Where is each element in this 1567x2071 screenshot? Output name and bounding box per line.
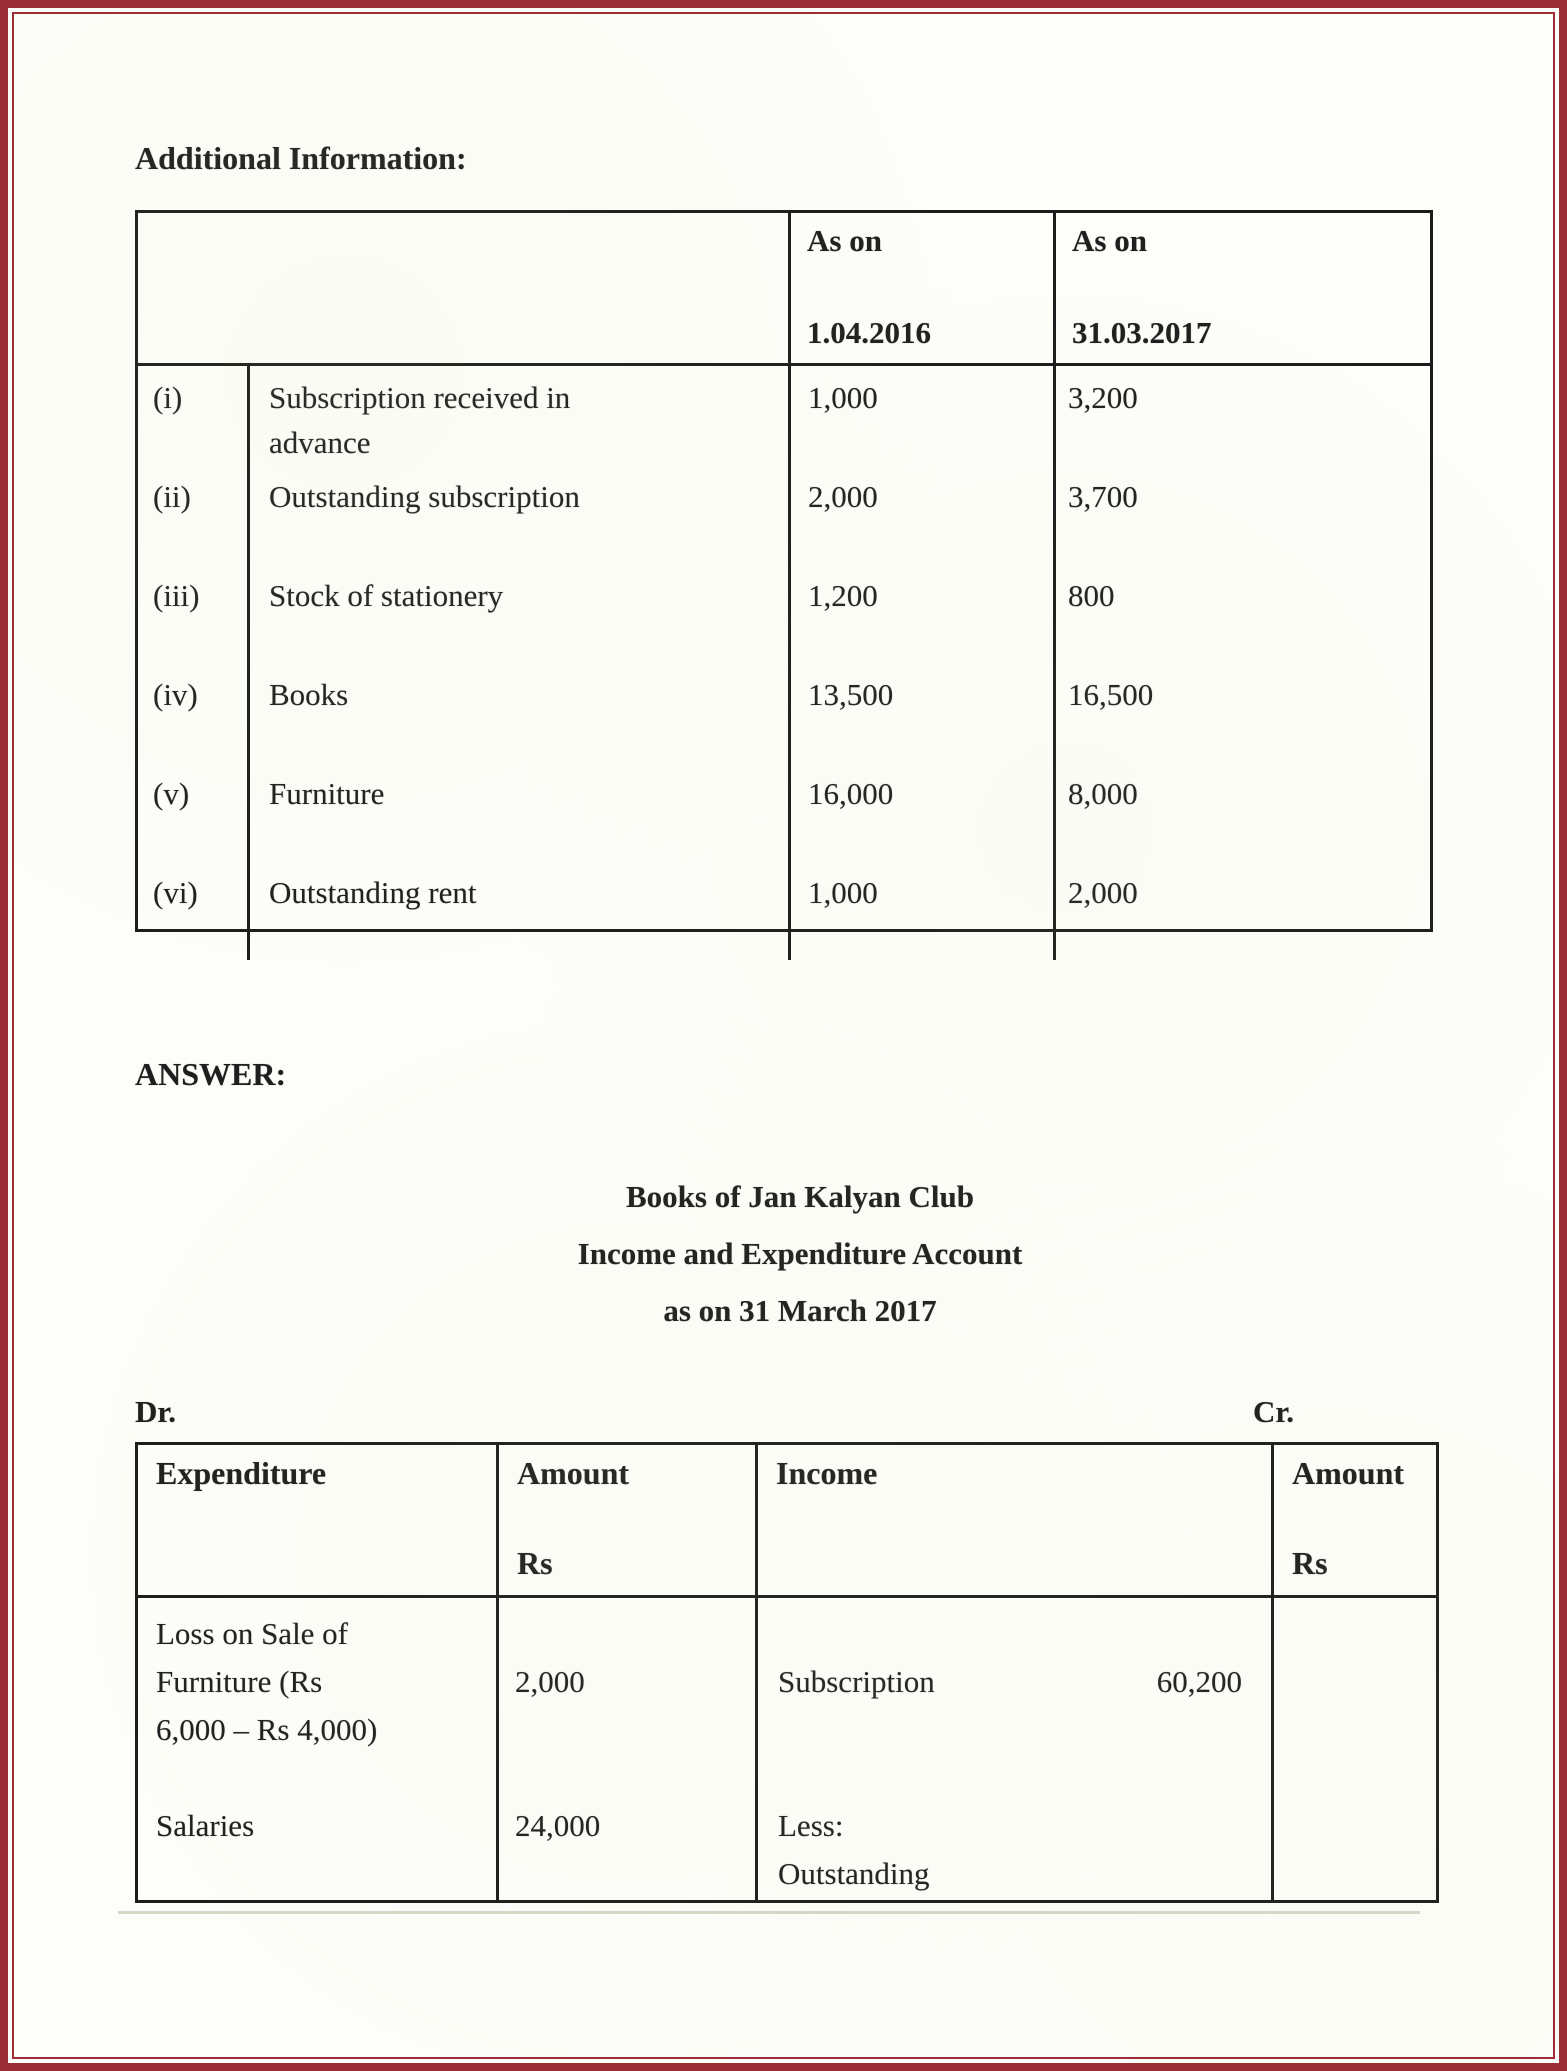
less-label: Less:	[778, 1808, 844, 1843]
value-2017: 2,000	[1053, 861, 1430, 960]
expenditure-header-cell: Expenditure	[156, 1455, 327, 1491]
row-description: Books	[247, 663, 788, 762]
info-table-body	[138, 366, 1430, 960]
answer-heading: ANSWER:	[135, 1056, 287, 1092]
as-on-label-2016: As on	[807, 223, 882, 258]
amount-cr-column	[1271, 1598, 1436, 1900]
value-2017: 3,700	[1053, 465, 1430, 564]
row-serial: (ii)	[153, 479, 191, 514]
table-row-books	[138, 663, 1430, 762]
value-2016: 16,000	[788, 762, 1053, 861]
row-description: Furniture	[247, 762, 788, 861]
additional-information-heading: Additional Information:	[135, 140, 467, 176]
info-table-header-2016-cell	[788, 213, 1053, 363]
dr-label: Dr.	[135, 1394, 177, 1429]
table-row-outstanding-subscription	[138, 465, 1430, 564]
value-2016: 2,000	[788, 465, 1053, 564]
info-table-header-row	[138, 213, 1430, 366]
cr-label: Cr.	[1253, 1394, 1295, 1429]
value-2016: 13,500	[788, 663, 1053, 762]
date-2016-label: 1.04.2016	[807, 315, 931, 350]
row-serial: (v)	[153, 776, 190, 811]
income-column	[755, 1598, 1271, 1900]
row-serial: (iii)	[153, 578, 200, 613]
table-row-outstanding-rent	[138, 861, 1430, 960]
account-table-header-row	[138, 1445, 1436, 1598]
scan-artifact-line	[118, 1911, 1420, 1914]
value-2017: 8,000	[1053, 762, 1430, 861]
expenditure-column: Loss on Sale of Furniture (Rs 6,000 – Rs 4,000) Salaries	[156, 1616, 378, 1843]
value-2016: 1,000	[788, 366, 1053, 465]
account-table-body	[138, 1598, 1436, 1900]
additional-information-table	[135, 210, 1433, 932]
info-table-header-2017-cell	[1053, 213, 1430, 363]
subscription-label: Subscription	[778, 1664, 935, 1699]
income-expenditure-table	[135, 1442, 1439, 1903]
row-serial: (iv)	[153, 677, 198, 712]
amount-dr-header-cell: Amount Rs	[496, 1445, 755, 1595]
answer-title-line-3: as on 31 March 2017	[663, 1293, 937, 1328]
amount-dr-column: 2,000 24,000	[496, 1598, 755, 1900]
value-2017: 800	[1053, 564, 1430, 663]
value-2017: 16,500	[1053, 663, 1430, 762]
as-on-label-2017: As on	[1072, 223, 1147, 258]
value-2017: 3,200	[1053, 366, 1430, 465]
row-serial: (vi)	[153, 875, 198, 910]
row-description: Outstanding rent	[247, 861, 788, 960]
amount-cr-header-cell: Amount Rs	[1271, 1445, 1436, 1595]
row-description: Subscription received in advance	[247, 366, 788, 465]
subscription-amount: 60,200	[1156, 1664, 1242, 1699]
row-description: Outstanding subscription	[247, 465, 788, 564]
income-header-cell: Income	[755, 1445, 1271, 1595]
info-table-header-blank-cell	[138, 213, 788, 363]
row-serial: (i)	[153, 380, 183, 415]
outstanding-label: Outstanding	[778, 1856, 930, 1891]
date-2017-label: 31.03.2017	[1072, 315, 1212, 350]
row-description: Stock of stationery	[247, 564, 788, 663]
table-row-subscription-advance	[138, 366, 1430, 465]
answer-title-line-2: Income and Expenditure Account	[577, 1236, 1023, 1271]
answer-title-line-1: Books of Jan Kalyan Club	[626, 1179, 974, 1214]
value-2016: 1,000	[788, 861, 1053, 960]
table-row-stock-of-stationery	[138, 564, 1430, 663]
value-2016: 1,200	[788, 564, 1053, 663]
answer-title-block	[135, 1168, 1465, 1339]
table-row-furniture	[138, 762, 1430, 861]
